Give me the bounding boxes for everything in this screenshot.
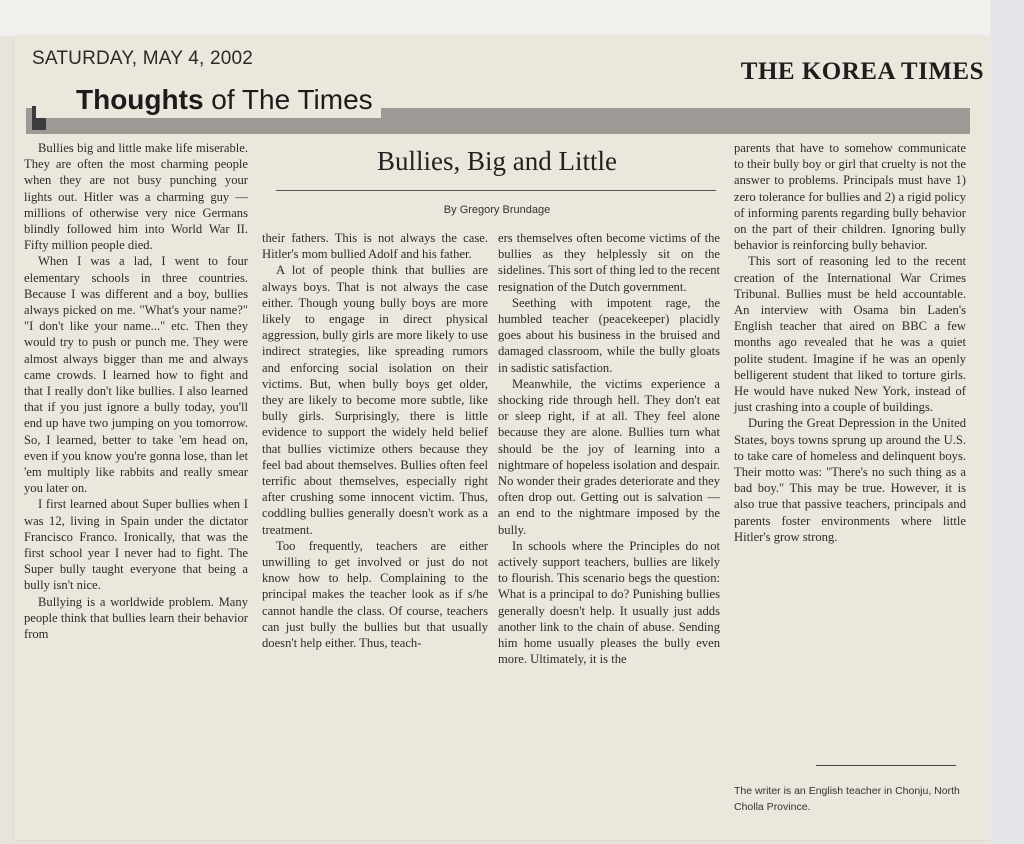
headline-rule	[276, 190, 716, 191]
paragraph: Too frequently, teachers are either unwilling to get involved or just do not know how to help. Complaining to the principal makes the teacher look as if s/he cannot handle the class. Of course, teachers can just bully the bullies but that usually doesn't help either. Thus, teach-	[262, 538, 488, 651]
author-note: The writer is an English teacher in Chonju, North Cholla Province.	[734, 785, 960, 813]
paragraph: their fathers. This is not always the case. Hitler's mom bullied Adolf and his father.	[262, 231, 488, 262]
article-column-2	[262, 230, 488, 820]
section-title-rest: of The Times	[203, 84, 373, 115]
article-headline: Bullies, Big and Little	[377, 146, 617, 176]
article-column-1	[24, 140, 248, 820]
background-edge	[990, 0, 1024, 844]
paragraph: I first learned about Super bullies when I was 12, living in Spain under the dictator Francisco Franco. Ironically, that was the first school year I never had to fight. The Super bully taught everyone that being a bully isn't nice.	[24, 497, 248, 593]
section-title-bold: Thoughts	[76, 84, 204, 115]
paragraph: Meanwhile, the victims experience a shocking ride through hell. They don't eat or sleep right, if at all. They feel alone because they are alone. Bullies turn what should be the joy of learning into a nightmare of hopeless isolation and despair. No wonder their grades deteriorate and they often drop out. Getting out is salvation — an end to the nightmare imposed by the bully.	[498, 376, 720, 537]
paragraph: This sort of reasoning led to the recent creation of the International War Crimes Tribunal. Bullies must be held accountable. An interview with Osama bin Laden's English teacher that aired on BBC a few months ago revealed that he was a quiet polite student. Imagine if he was an openly belligerent student that liked to torture girls. He would have nuked New York, instead of just crashing into a couple of buildings.	[734, 254, 966, 415]
paragraph: Bullying is a worldwide problem. Many people think that bullies learn their behavior from	[24, 594, 248, 642]
paragraph: parents that have to somehow communicate to their bully boy or girl that cruelty is not the answer to problems. Principals must have 1) zero tolerance for bullies and 2) a rigid policy of informing parents regarding bully behavior on the part of their children. Ignoring bully behavior is reinforcing bully behavior.	[734, 141, 966, 253]
issue-date: SATURDAY, MAY 4, 2002	[32, 48, 254, 69]
article-byline: By Gregory Brundage	[443, 204, 551, 216]
footer-rule	[816, 765, 956, 766]
masthead: THE KOREA TIMES	[740, 58, 984, 85]
paragraph: During the Great Depression in the United States, boys towns sprung up around the U.S. to take care of homeless and delinquent boys. Their motto was: "There's no such thing as a bad boy." This may be true. However, it is also true that passive teachers, principals and parents foster environments where little Hitler's grow strong.	[734, 416, 966, 544]
article-column-4	[734, 140, 966, 770]
paragraph: A lot of people think that bullies are always boys. That is not always the case either. Though young bully boys are more likely to engage in direct physical aggression, bully girls are more likely to use indirect strategies, like spreading rumors and enforcing social isolation on their victims. But, when bully boys get older, they are likely to become more subtle, like bully girls. Surprisingly, there is little evidence to support the widely held belief that bullies victimize others because they feel bad about themselves. Bullies often feel terrific about themselves, especially right after crushing some innocent victim. Thus, coddling bullies generally doesn't work as a treatment.	[262, 263, 488, 537]
section-title	[36, 82, 381, 118]
paragraph: When I was a lad, I went to four elementary schools in three countries. Because I was different and a boy, bullies always picked on me. "What's your name?" "I don't like your name..." etc. Then they would try to push or punch me. They were almost always bigger than me and always came crowds. I learned how to fight and that I really don't like bullies. I also learned that if you just ignore a bully today, you'll end up have two jumping on you tomorrow. So, I learned, better to take 'em head on, even if you know you're gonna lose, than let 'em multiply like rabbits and really smear you later on.	[24, 254, 248, 496]
paragraph: In schools where the Principles do not actively support teachers, bullies are likely to flourish. This scenario begs the question: What is a principal to do? Punishing bullies generally doesn't help. It usually just adds another link to the chain of abuse. Sending him home usually pleases the bully even more. Ultimately, it is the	[498, 538, 720, 667]
background-strip	[0, 0, 1024, 36]
paragraph: Bullies big and little make life miserable. They are often the most charming people when they are not busy punching your lights out. Hitler was a charming guy — millions of otherwise very nice Germans blindly followed him into World War II. Fifty million people died.	[24, 141, 248, 253]
article-column-3	[498, 230, 720, 820]
paragraph: Seething with impotent rage, the humbled teacher (peacekeeper) placidly goes about his business in the bruised and damaged classroom, while the bully gloats in sadistic satisfaction.	[498, 295, 720, 375]
paragraph: ers themselves often become victims of the bullies as they helplessly sit on the sidelines. This sort of thing led to the recent resignation of the Dutch government.	[498, 231, 720, 294]
